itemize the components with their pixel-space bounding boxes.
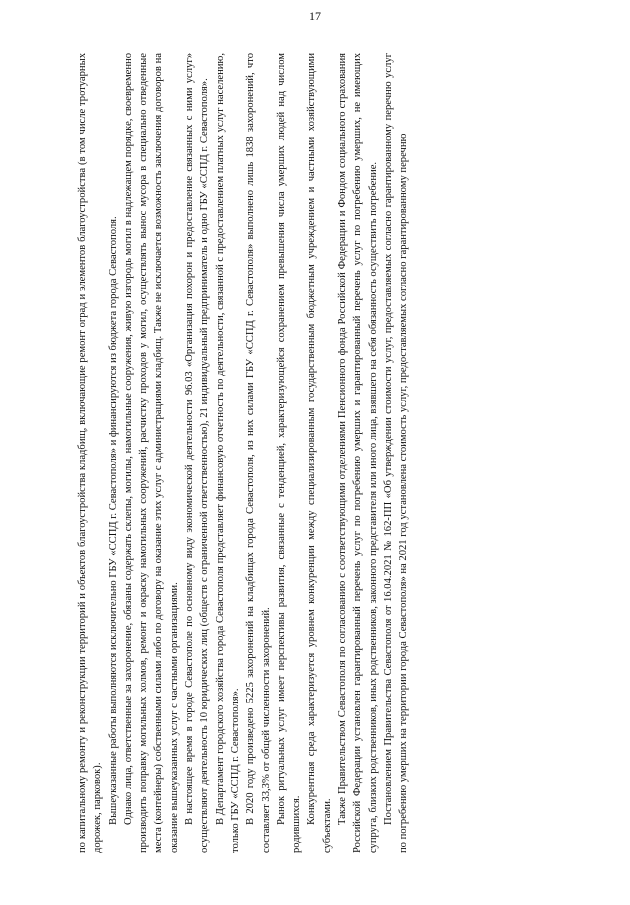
page-number: 17: [309, 9, 321, 23]
rotated-text-block: [75, 53, 555, 853]
paragraph-7: Рынок ритуальных услуг имеет перспективы развития, связанные с тенденцией, характеризующейся сохранением превышения числа умерших людей над числом родившихся.: [275, 52, 303, 853]
paragraph-8: Конкурентная среда характеризуется уровнем конкуренции между специализированным государственным бюджетным учреждением и частными хозяйствующими субъектами.: [306, 52, 333, 853]
paragraph-5: В Департамент городского хозяйства города Севастополя представляет финансовую отчетность по деятельности, связанной с предоставлением платных услуг населению, только ГБУ «ССПД г. Севастополя».: [214, 52, 241, 853]
paragraph-4: В настоящее время в городе Севастополе по основному виду экономической деятельности 96.03 «Организация похорон и предоставление связанных с ними услуг» осуществляют деятельность 10 юридических лиц (обществ с ограниченной ответственностью), 21 индивидуальный предприниматель и одно ГБУ «ССПД г. Севастополя».: [184, 52, 211, 853]
paragraph-3: Однако лица, ответственные за захоронение, обязаны содержать склепы, могилы, намогильные сооружения, живую изгородь могил в надлежащем порядке, своевременно производить поправку могильных холмов, ремонт и окраску намогильных сооружений, расчистку проходов у могил, осуществлять вынос мусора в специально отведенные места (контейнеры) собственными силами либо по договору на оказание этих услуг с администрациями кладбищ. Также не исключается возможность заключения договоров на оказание вышеуказанных услуг с частными организациями.: [122, 52, 180, 853]
paragraph-1: по капитальному ремонту и реконструкции территорий и объектов благоустройства кладбищ, включающие ремонт оград и элементов благоустройства (в том числе тротуарных дорожек, парковок).: [77, 52, 104, 853]
paragraph-9: Также Правительством Севастополя по согласованию с соответствующими отделениями Пенсионного фонда Российской Федерации и Фондом социального страхования Российской Федерации установлен гарантированный перечень услуг по погребению умерших и гарантированный перечень услуг по погребению умерших, не имеющих супруга, близких родственников, иных родственников, законного представителя или иного лица, взявшего на себя обязанность осуществить погребение.: [337, 52, 379, 853]
paragraph-10: Постановлением Правительства Севастополя от 16.04.2021 № 162-ПП «Об утверждении стоимости услуг, предоставляемых согласно гарантированному перечню услуг по погребению умерших на территории города Севастополя» на 2021 год установлена стоимость услуг, предоставляемых согласно гарантированному перечню: [382, 52, 410, 853]
paragraph-6: В 2020 году произведено 5225 захоронений на кладбищах города Севастополя, из них силами ГБУ «ССПД г. Севастополя» выполнено лишь 1838 захоронений, что составляет 33,3% от общей численности захоронений.: [245, 52, 272, 853]
paragraph-2: Вышеуказанные работы выполняются исключительно ГБУ «ССПД г. Севастополя» и финансируются из бюджета города Севастополя.: [107, 215, 119, 825]
